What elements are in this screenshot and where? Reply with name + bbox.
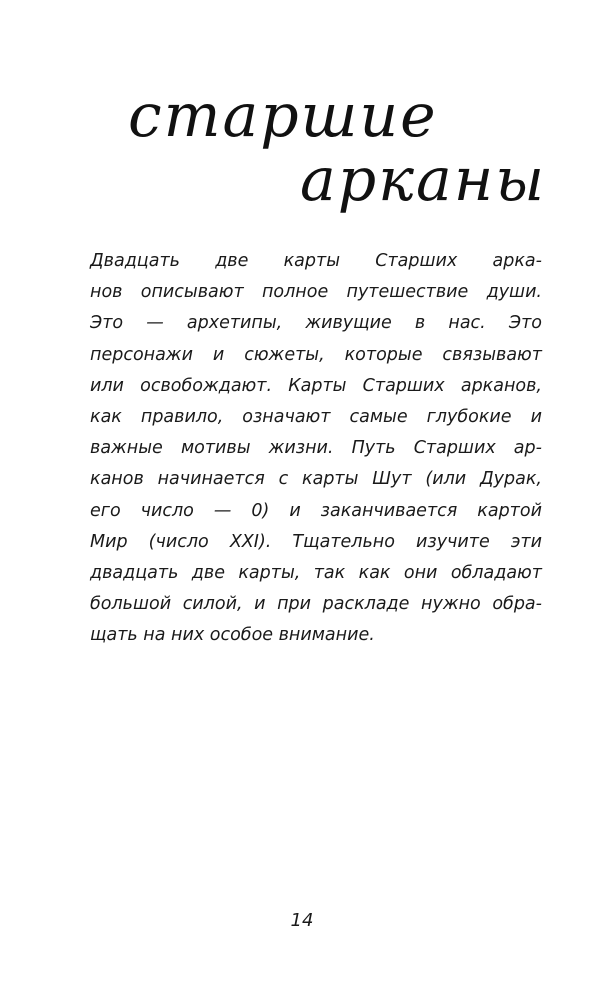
body-word: (число	[148, 531, 209, 552]
body-word: нужно	[421, 594, 481, 615]
body-word: Тщательно	[292, 531, 395, 552]
body-word: Это	[90, 313, 124, 334]
body-line	[90, 527, 542, 558]
body-word: или	[90, 375, 124, 396]
body-paragraph	[90, 246, 542, 651]
body-word: и	[530, 406, 542, 427]
body-word: в	[414, 313, 426, 334]
body-word: 0)	[251, 500, 270, 521]
body-word: начинается	[157, 469, 265, 490]
body-word: полное	[261, 282, 329, 303]
body-line	[90, 277, 542, 308]
body-line	[90, 371, 542, 402]
body-word: Шут	[372, 469, 412, 490]
body-word: Старших	[413, 438, 496, 459]
body-word: и	[212, 344, 225, 365]
body-word: (или	[425, 469, 467, 490]
body-word: двадцать	[90, 562, 179, 583]
body-word: большой	[90, 594, 172, 615]
body-word: освобождают.	[140, 375, 273, 396]
body-word: жизни.	[268, 438, 334, 459]
body-line	[90, 496, 542, 527]
body-word: число	[140, 500, 194, 521]
body-word: обра-	[492, 594, 542, 615]
body-word: Старших	[362, 375, 445, 396]
body-word: души.	[486, 282, 542, 303]
body-word: обладают	[450, 562, 542, 583]
body-word: означают	[242, 406, 331, 427]
body-word: Дурак,	[479, 469, 542, 490]
body-word: Старших	[375, 251, 458, 271]
body-word: описывают	[140, 282, 244, 303]
body-word: живущие	[305, 313, 392, 334]
body-word: карты	[302, 469, 359, 490]
body-word: эти	[510, 531, 542, 552]
body-word: архетипы,	[186, 313, 283, 334]
body-word: персонажи	[90, 344, 193, 365]
body-line	[90, 558, 542, 589]
body-word: и	[254, 594, 266, 615]
body-word: нас.	[448, 313, 486, 334]
body-word: Это	[508, 313, 542, 334]
body-word: мотивы	[180, 438, 251, 459]
body-word: две	[191, 562, 225, 583]
body-word: как	[90, 406, 122, 427]
body-word: с	[278, 469, 289, 490]
body-word: ар-	[513, 438, 542, 459]
body-word: две	[215, 251, 249, 271]
body-word: силой,	[182, 594, 243, 615]
body-word: правило,	[140, 406, 224, 427]
body-line	[90, 340, 542, 371]
page-number: 14	[290, 910, 314, 931]
body-word: Мир	[90, 531, 128, 552]
body-word: путешествие	[346, 282, 469, 303]
body-line: щать на них особое внимание.	[90, 625, 375, 646]
body-word: сюжеты,	[244, 344, 325, 365]
body-word: XXI).	[229, 531, 272, 552]
body-word: Путь	[351, 438, 396, 459]
body-word: важные	[90, 438, 163, 459]
body-word: картой	[477, 500, 542, 521]
body-word: и	[289, 500, 301, 521]
body-word: при	[277, 594, 312, 615]
body-word: канов	[90, 469, 144, 490]
body-line	[90, 464, 542, 495]
body-word: его	[90, 500, 121, 521]
body-word: связывают	[442, 344, 542, 365]
body-word: арканов,	[460, 375, 542, 396]
chapter-title-line-1: старшие	[128, 81, 438, 151]
body-line	[90, 402, 542, 433]
body-line	[90, 433, 542, 464]
body-word: карты,	[238, 562, 301, 583]
body-word: они	[403, 562, 438, 583]
body-line	[90, 308, 542, 339]
body-word: самые	[349, 406, 408, 427]
body-word: глубокие	[426, 406, 512, 427]
chapter-title-line-2: арканы	[300, 145, 547, 215]
body-word: арка-	[492, 251, 542, 271]
body-line	[90, 246, 542, 277]
body-word: —	[146, 313, 164, 334]
body-word: так	[313, 562, 346, 583]
body-word: Двадцать	[90, 251, 180, 271]
body-word: изучите	[416, 531, 490, 552]
body-word: как	[358, 562, 391, 583]
body-line	[90, 589, 542, 620]
body-word: нов	[90, 282, 123, 303]
body-word: карты	[283, 251, 341, 271]
body-word: —	[213, 500, 232, 521]
body-word: раскладе	[322, 594, 410, 615]
body-word: заканчивается	[320, 500, 458, 521]
body-word: которые	[344, 344, 423, 365]
body-word: Карты	[288, 375, 347, 396]
